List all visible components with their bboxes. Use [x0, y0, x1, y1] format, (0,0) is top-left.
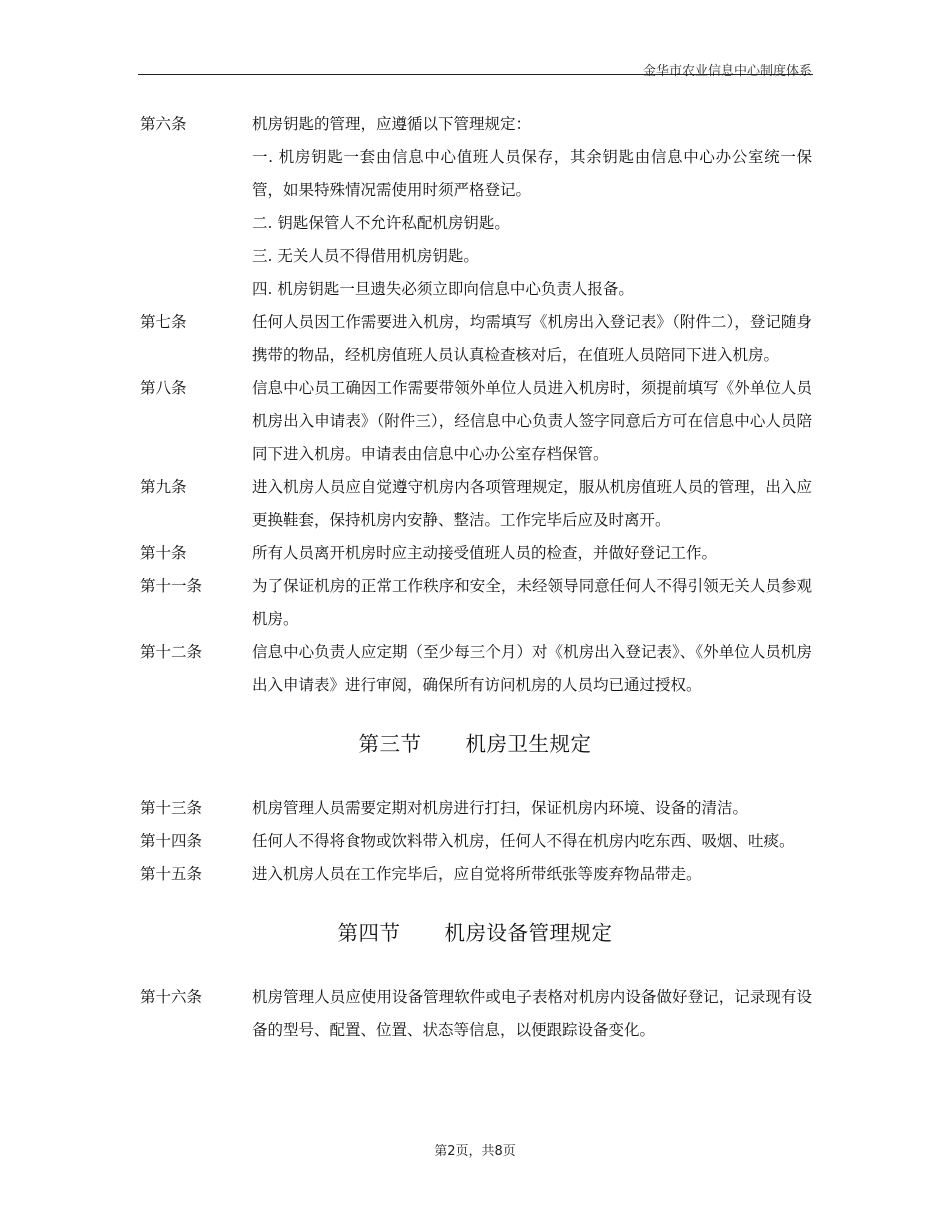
article-body — [252, 981, 812, 1047]
article — [140, 108, 812, 306]
article-number: 第九条 — [140, 478, 187, 496]
article-body — [252, 825, 812, 858]
article — [140, 372, 812, 471]
section-name: 机房卫生规定 — [465, 732, 592, 756]
article-paragraph: 机房钥匙的管理，应遵循以下管理规定： — [252, 115, 532, 133]
article-paragraph: 二. 钥匙保管人不允许私配机房钥匙。 — [252, 214, 510, 232]
article — [140, 570, 812, 636]
article-paragraph: 任何人员因工作需要进入机房，均需填写《机房出入登记表》（附件二），登记随身携带的物品，经机房值班人员认真检查核对后，在值班人员陪同下进入机房。 — [252, 313, 812, 364]
article-body — [252, 372, 812, 471]
article-group-hygiene — [0, 792, 950, 891]
article-paragraph: 所有人员离开机房时应主动接受值班人员的检查，并做好登记工作。 — [252, 544, 718, 562]
section-name: 机房设备管理规定 — [444, 921, 613, 945]
article-paragraph: 一. 机房钥匙一套由信息中心值班人员保存，其余钥匙由信息中心办公室统一保管，如果特殊情况需使用时须严格登记。 — [252, 148, 812, 199]
article-paragraph: 为了保证机房的正常工作秩序和安全，未经领导同意任何人不得引领无关人员参观机房。 — [252, 577, 812, 628]
article-number: 第十二条 — [140, 643, 203, 661]
header-divider — [138, 74, 813, 75]
running-header: 金华市农业信息中心制度体系 — [642, 64, 812, 79]
article-number: 第六条 — [140, 115, 187, 133]
article-paragraph: 信息中心员工确因工作需要带领外单位人员进入机房时，须提前填写《外单位人员机房出入申请表》（附件三），经信息中心负责人签字同意后方可在信息中心人员陪同下进入机房。申请表由信息中心办公室存档保管。 — [252, 379, 812, 463]
article-paragraph: 进入机房人员在工作完毕后，应自觉将所带纸张等废弃物品带走。 — [252, 865, 702, 883]
article — [140, 636, 812, 702]
article-body — [252, 792, 812, 825]
article — [140, 858, 812, 891]
article-number: 第十四条 — [140, 832, 203, 850]
section-number: 第四节 — [337, 921, 401, 945]
article-paragraph: 机房管理人员需要定期对机房进行打扫，保证机房内环境、设备的清洁。 — [252, 799, 749, 817]
article-number: 第十一条 — [140, 577, 203, 595]
article-paragraph: 三. 无关人员不得借用机房钥匙。 — [252, 247, 479, 265]
article-paragraph: 任何人不得将食物或饮料带入机房，任何人不得在机房内吃东西、吸烟、吐痰。 — [252, 832, 795, 850]
article — [140, 306, 812, 372]
section-heading-3 — [0, 728, 950, 760]
article-number: 第八条 — [140, 379, 187, 397]
article-number: 第十三条 — [140, 799, 203, 817]
article — [140, 981, 812, 1047]
article — [140, 792, 812, 825]
article — [140, 471, 812, 537]
page-body — [0, 108, 950, 1047]
article-paragraph: 机房管理人员应使用设备管理软件或电子表格对机房内设备做好登记，记录现有设备的型号、配置、位置、状态等信息，以便跟踪设备变化。 — [252, 988, 812, 1039]
page-number: 第2页，共8页 — [434, 1144, 516, 1159]
article-number: 第十五条 — [140, 865, 203, 883]
article — [140, 537, 812, 570]
article-number: 第十条 — [140, 544, 187, 562]
section-heading-4 — [0, 917, 950, 949]
article-body — [252, 108, 812, 306]
article-number: 第十六条 — [140, 988, 203, 1006]
article-body — [252, 570, 812, 636]
article-group-equipment — [0, 981, 950, 1047]
article-body — [252, 636, 812, 702]
article-group-access — [0, 108, 950, 702]
article-body — [252, 471, 812, 537]
article-paragraph: 信息中心负责人应定期（至少每三个月）对《机房出入登记表》、《外单位人员机房出入申请表》进行审阅，确保所有访问机房的人员均已通过授权。 — [252, 643, 812, 694]
article-number: 第七条 — [140, 313, 187, 331]
article-body — [252, 306, 812, 372]
article-body — [252, 537, 812, 570]
article-paragraph: 进入机房人员应自觉遵守机房内各项管理规定，服从机房值班人员的管理，出入应更换鞋套，保持机房内安静、整洁。工作完毕后应及时离开。 — [252, 478, 812, 529]
article-body — [252, 858, 812, 891]
section-number: 第三节 — [358, 732, 422, 756]
article-paragraph: 四. 机房钥匙一旦遗失必须立即向信息中心负责人报备。 — [252, 280, 634, 298]
article — [140, 825, 812, 858]
